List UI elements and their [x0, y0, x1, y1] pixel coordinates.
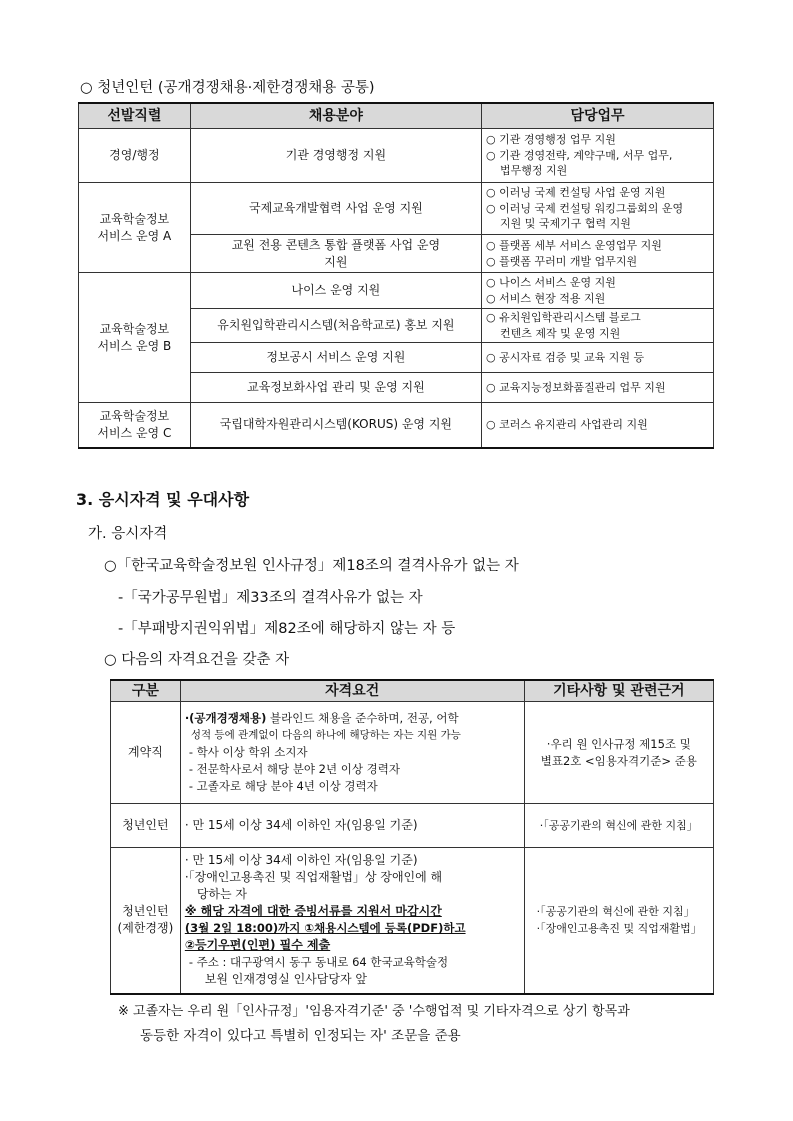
qualification-line: -「국가공무원법」제33조의 결격사유가 없는 자	[118, 590, 423, 606]
duty-cell: ○ 이러닝 국제 컨설팅 사업 운영 지원 ○ 이러닝 국제 컨설팅 워킹그룹회의 운영 지원 및 국제기구 협력 지원	[482, 183, 714, 235]
requirement-cell: · 만 15세 이상 34세 이하인 자(임용일 기준) ·「장애인고용촉진 및 직업재활법」상 장애인에 해 당하는 자 ※ 해당 자격에 대한 증빙서류를 지원서 마감시간 (3월 2일 18:00)까지 ①채용시스템에 등록(PDF)하고 ②등기우편(인편) 필수 제출 - 주소 : 대구광역시 동구 동내로 64 한국교육학술정 보원 인재경영실 인사담당자 앞	[180, 848, 524, 994]
section-3-title: 3. 응시자격 및 우대사항	[76, 490, 250, 509]
column-header: 기타사항 및 관련근거	[524, 680, 713, 702]
table-row	[79, 273, 714, 309]
footnote: ※ 고졸자는 우리 원「인사규정」'임용자격기준' 중 '수행업적 및 기타자격으로 상기 항목과 동등한 자격이 있다고 특별히 인정되는 자' 조문을 준용	[118, 1004, 630, 1044]
column-header: 담당업무	[482, 103, 714, 129]
group-cell: 교육학술정보 서비스 운영 A	[79, 183, 191, 273]
field-cell: 기관 경영행정 지원	[190, 129, 481, 183]
subsection-title: 가. 응시자격	[88, 526, 168, 542]
category-cell: 청년인턴 (제한경쟁)	[111, 848, 181, 994]
group-cell: 경영/행정	[79, 129, 191, 183]
duty-cell: ○ 코러스 유지관리 사업관리 지원	[482, 403, 714, 448]
youth-intern-positions-table	[78, 102, 714, 449]
duty-cell: ○ 유치원입학관리시스템 블로그 컨텐츠 제작 및 운영 지원	[482, 309, 714, 343]
column-header: 채용분야	[190, 103, 481, 129]
qualification-line: ○ 다음의 자격요건을 갖춘 자	[104, 652, 290, 668]
field-cell: 국제교육개발협력 사업 운영 지원	[190, 183, 481, 235]
requirement-cell: · 만 15세 이상 34세 이하인 자(임용일 기준)	[180, 804, 524, 848]
requirement-cell: ·(공개경쟁채용) 블라인드 채용을 준수하며, 전공, 어학 성적 등에 관계없이 다음의 하나에 해당하는 자는 지원 가능 - 학사 이상 학위 소지자 - 전문학사로서 해당 분야 2년 이상 경력자 - 고졸자로 해당 분야 4년 이상 경력자	[180, 702, 524, 804]
field-cell: 유치원입학관리시스템(처음학교로) 홍보 지원	[190, 309, 481, 343]
column-header: 구분	[111, 680, 181, 702]
category-cell: 계약직	[111, 702, 181, 804]
duty-cell: ○ 공시자료 검증 및 교육 지원 등	[482, 343, 714, 373]
duty-cell: ○ 교육지능정보화품질관리 업무 지원	[482, 373, 714, 403]
field-cell: 나이스 운영 지원	[190, 273, 481, 309]
group-cell: 교육학술정보 서비스 운영 C	[79, 403, 191, 448]
column-header: 선발직렬	[79, 103, 191, 129]
duty-cell: ○ 나이스 서비스 운영 지원 ○ 서비스 현장 적용 지원	[482, 273, 714, 309]
reference-cell: ·「공공기관의 혁신에 관한 지침」 ·「장애인고용촉진 및 직업재활법」	[524, 848, 713, 994]
column-header: 자격요건	[180, 680, 524, 702]
reference-cell: ·「공공기관의 혁신에 관한 지침」	[524, 804, 713, 848]
qualification-line: ○「한국교육학술정보원 인사규정」제18조의 결격사유가 없는 자	[104, 558, 519, 574]
table-row	[79, 129, 714, 183]
table-row	[111, 804, 714, 848]
table-header-row	[79, 103, 714, 129]
youth-intern-heading: ○ 청년인턴 (공개경쟁채용·제한경쟁채용 공통)	[80, 80, 375, 96]
qualification-line: -「부패방지권익위법」제82조에 해당하지 않는 자 등	[118, 621, 456, 637]
duty-cell: ○ 플랫폼 세부 서비스 운영업무 지원 ○ 플랫폼 꾸러미 개발 업무지원	[482, 235, 714, 273]
category-cell: 청년인턴	[111, 804, 181, 848]
field-cell: 교원 전용 콘텐츠 통합 플랫폼 사업 운영 지원	[190, 235, 481, 273]
field-cell: 교육정보화사업 관리 및 운영 지원	[190, 373, 481, 403]
group-cell: 교육학술정보 서비스 운영 B	[79, 273, 191, 403]
table-header-row	[111, 680, 714, 702]
table-row	[79, 403, 714, 448]
field-cell: 정보공시 서비스 운영 지원	[190, 343, 481, 373]
duty-cell: ○ 기관 경영행정 업무 지원 ○ 기관 경영전략, 계약구매, 서무 업무, 법무행정 지원	[482, 129, 714, 183]
table-row	[111, 702, 714, 804]
qualification-requirements-table	[110, 679, 714, 995]
field-cell: 국립대학자원관리시스템(KORUS) 운영 지원	[190, 403, 481, 448]
table-row	[79, 183, 714, 235]
reference-cell: ·우리 원 인사규정 제15조 및 별표2호 <임용자격기준> 준용	[524, 702, 713, 804]
table-row	[111, 848, 714, 994]
